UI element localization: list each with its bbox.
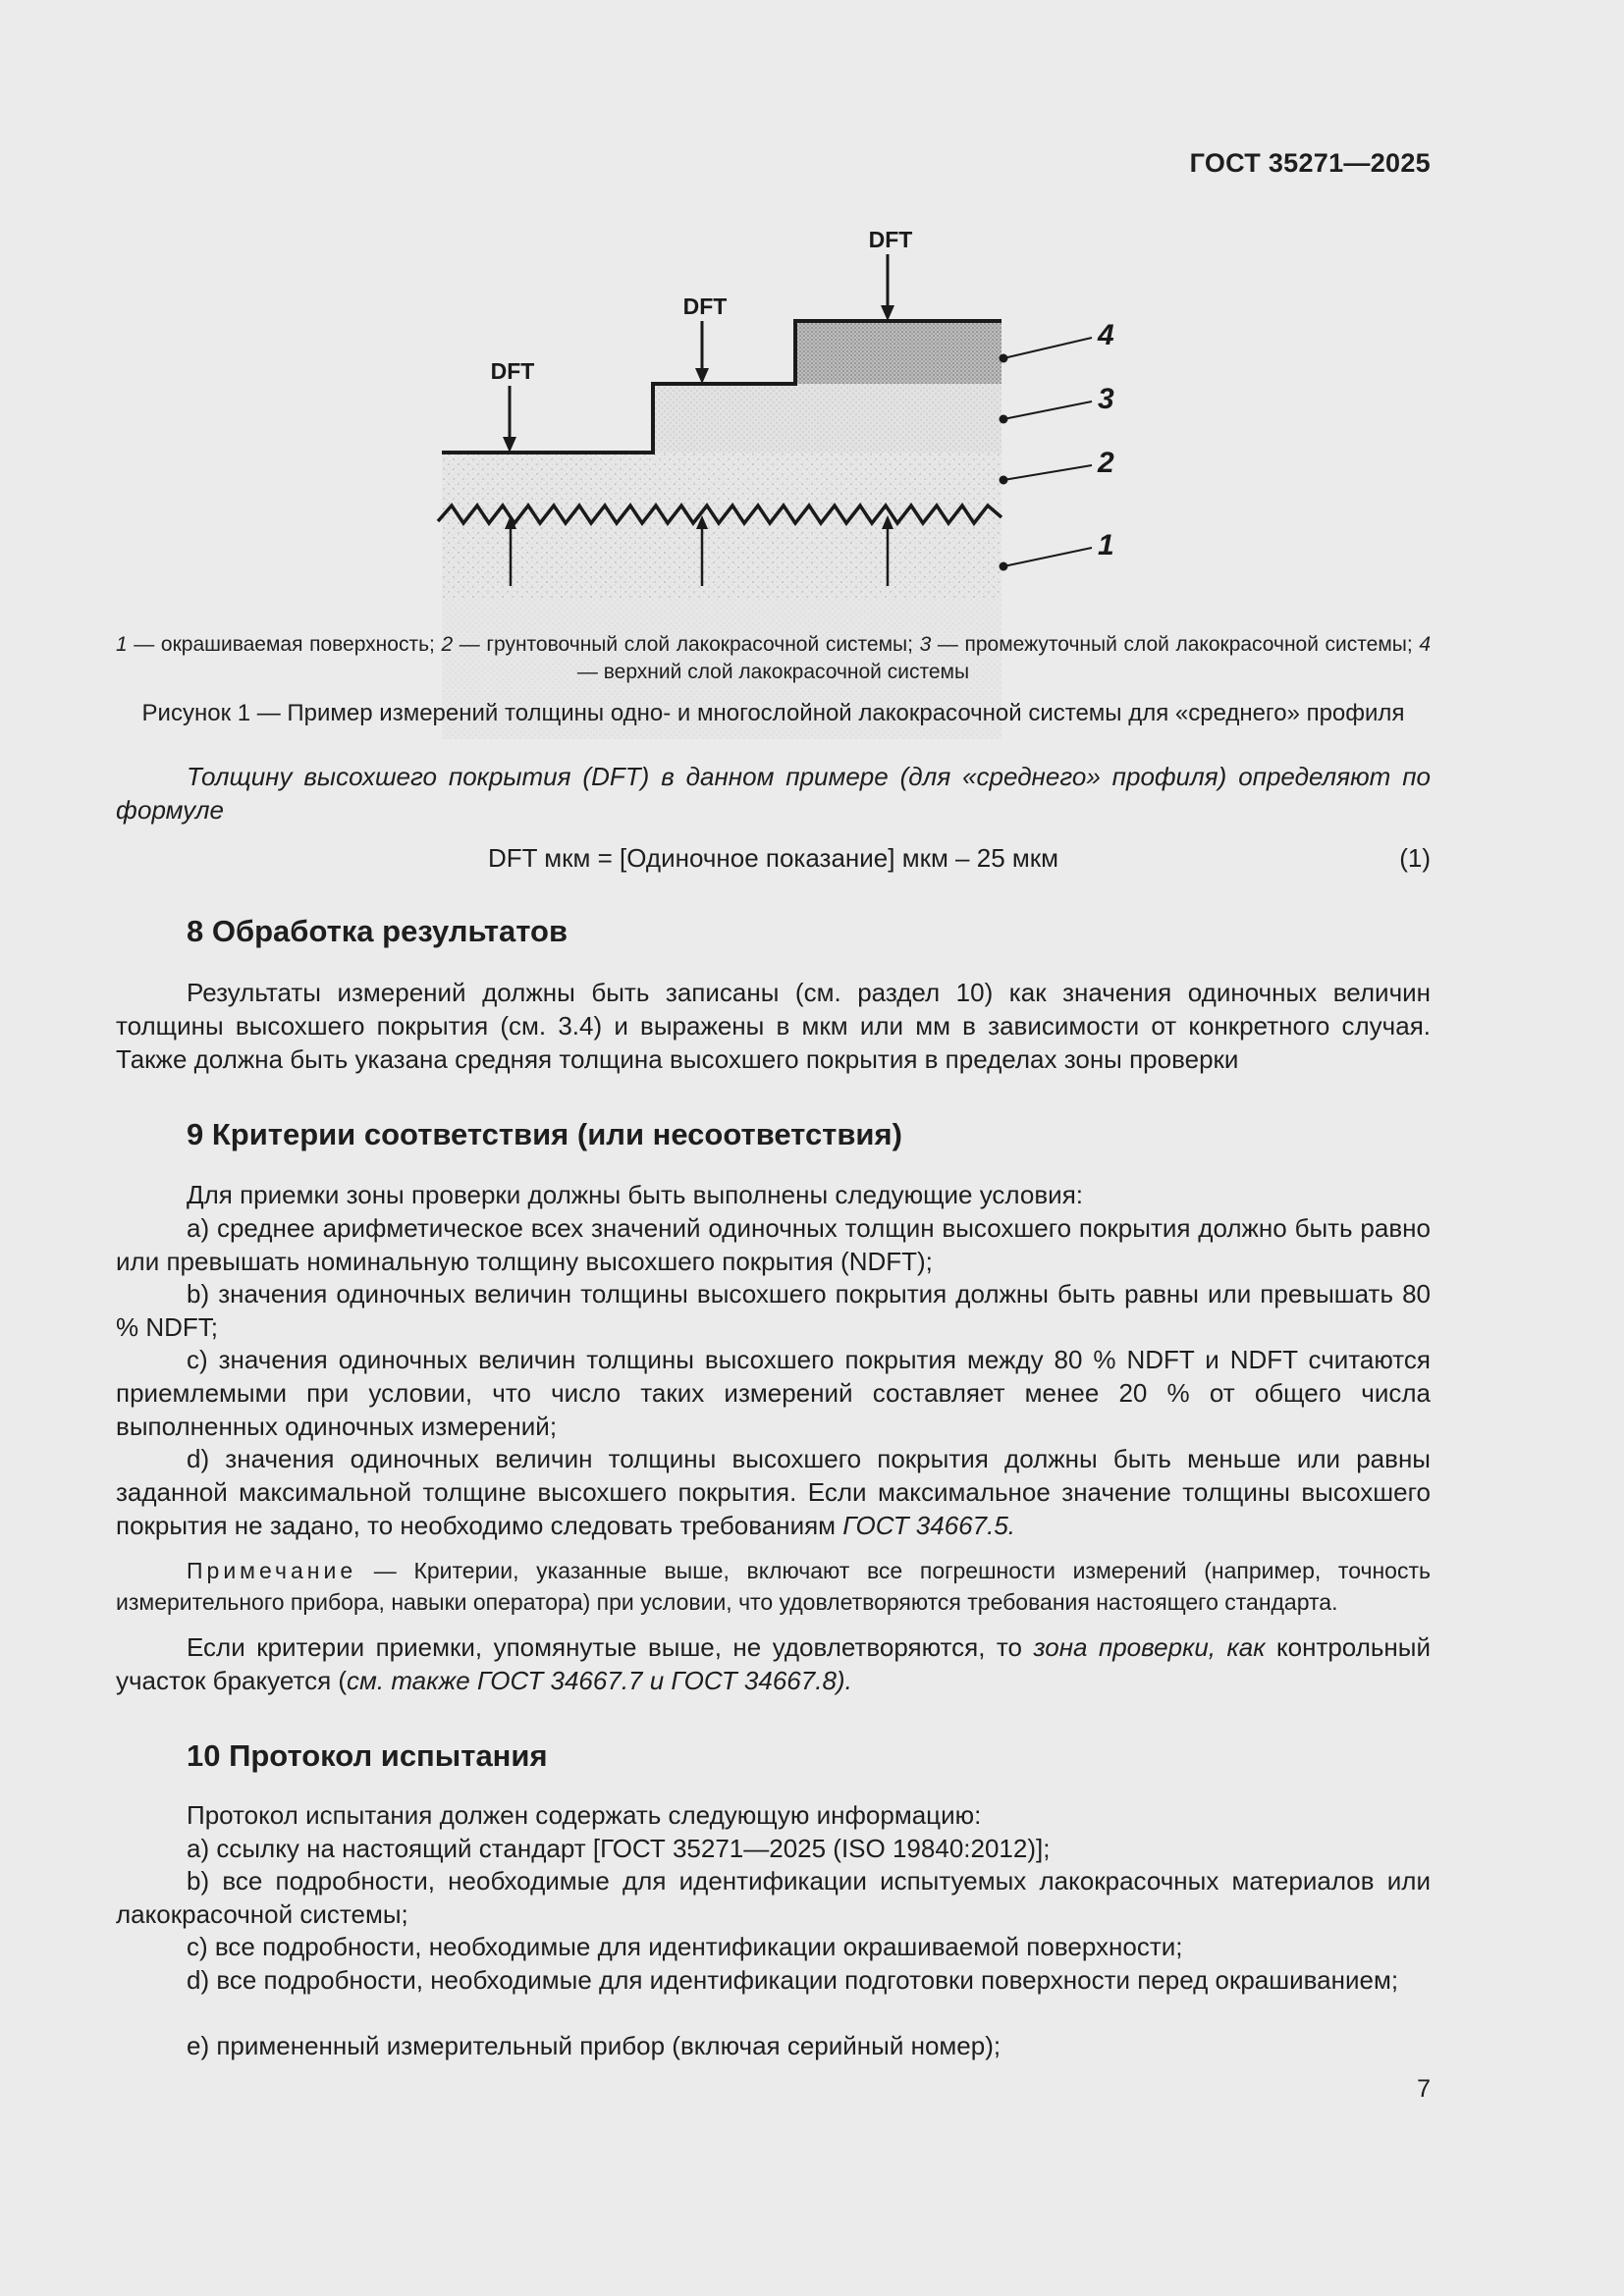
document-header: ГОСТ 35271—2025 xyxy=(1189,148,1431,178)
section-10-item-e: e) примененный измерительный прибор (включая серийный номер); xyxy=(187,2031,1001,2060)
dft-arrow-2 xyxy=(695,321,709,384)
section-10-intro: Протокол испытания должен содержать следующую информацию: xyxy=(187,1800,982,1830)
formula-expression: DFT мкм = [Одиночное показание] мкм – 25 мкм xyxy=(487,843,1059,873)
coating-layers-diagram xyxy=(422,221,1114,604)
section-10-item-b: b) все подробности, необходимые для идентификации испытуемых лакокрасочных материалов или лакокрасочной системы; xyxy=(116,1866,1431,1929)
leader-2 xyxy=(1000,465,1093,485)
section-9-heading: 9 Критерии соответствия (или несоответствия) xyxy=(187,1117,902,1151)
section-10-item-a: a) ссылку на настоящий стандарт [ГОСТ 35271—2025 (ISO 19840:2012)]; xyxy=(187,1834,1051,1863)
dft-arrow-3 xyxy=(881,254,894,321)
leader-1 xyxy=(1000,548,1093,571)
section-9-item-a: a) среднее арифметическое всех значений одиночных толщин высохшего покрытия должно быть равно или превышать номинальную толщину высохшего покрытия (NDFT); xyxy=(116,1213,1431,1276)
dft-label-2: DFT xyxy=(682,294,728,319)
intermediate-layer xyxy=(653,384,1001,453)
formula-number: (1) xyxy=(1399,843,1431,873)
section-9-final: Если критерии приемки, упомянутые выше, не удовлетворяются, то зона проверки, как контрольный участок бракуется (см. также ГОСТ 34667.7 и ГОСТ 34667.8). xyxy=(116,1632,1431,1695)
page-number: 7 xyxy=(1417,2075,1431,2103)
section-8-paragraph: Результаты измерений должны быть записаны (см. раздел 10) как значения одиночных величин толщины высохшего покрытия (см. 3.4) и выражены в мкм или мм в зависимости от конкретного случая. Также должна быть указана средняя толщина высохшего покрытия в пределах зоны проверки xyxy=(116,978,1431,1074)
section-10-item-c: c) все подробности, необходимые для идентификации окрашиваемой поверхности; xyxy=(187,1932,1183,1961)
layer-number-1: 1 xyxy=(1098,529,1114,561)
figure-legend: 1 — окрашиваемая поверхность; 2 — грунтовочный слой лакокрасочной системы; 3 — промежуточный слой лакокрасочной системы; 4 — верхний слой лакокрасочной системы xyxy=(116,633,1432,683)
formula-intro: Толщину высохшего покрытия (DFT) в данном примере (для «среднего» профиля) определяют по формуле xyxy=(116,762,1431,825)
leader-3 xyxy=(1000,401,1093,424)
top-layer xyxy=(795,321,1001,384)
section-10-item-d: d) все подробности, необходимые для идентификации подготовки поверхности перед окрашиванием; xyxy=(187,1965,1399,1995)
note: Примечание — Критерии, указанные выше, включают все погрешности измерений (например, точность измерительного прибора, навыки оператора) при условии, что удовлетворяются требования настоящего стандарта. xyxy=(116,1558,1431,1615)
dft-label-3: DFT xyxy=(868,227,913,252)
section-10-heading: 10 Протокол испытания xyxy=(187,1738,548,1773)
layer-number-4: 4 xyxy=(1098,319,1114,351)
dft-label-1: DFT xyxy=(490,358,535,384)
layer-number-3: 3 xyxy=(1098,383,1114,415)
section-9-item-b: b) значения одиночных величин толщины высохшего покрытия должны быть равны или превышать 80 % NDFT; xyxy=(116,1279,1431,1342)
section-8-heading: 8 Обработка результатов xyxy=(187,914,568,948)
leader-4 xyxy=(1000,338,1093,363)
section-9-item-c: c) значения одиночных величин толщины высохшего покрытия между 80 % NDFT и NDFT считаются приемлемыми при условии, что число таких измерений составляет менее 20 % от общего числа выполненных одиночных измерений; xyxy=(116,1345,1431,1441)
gost-reference: ГОСТ 34667.5. xyxy=(842,1511,1016,1540)
dft-arrow-1 xyxy=(503,386,516,453)
section-9-intro: Для приемки зоны проверки должны быть выполнены следующие условия: xyxy=(187,1180,1083,1209)
section-9-item-d: d) значения одиночных величин толщины высохшего покрытия должны быть меньше или равны заданной максимальной толщине высохшего покрытия. Если максимальное значение толщины высохшего покрытия не задано, то необходимо следовать требованиям ГОСТ 34667.5. xyxy=(116,1444,1431,1540)
layer-number-2: 2 xyxy=(1098,447,1114,479)
figure-caption: Рисунок 1 — Пример измерений толщины одно- и многослойной лакокрасочной системы для «среднего» профиля xyxy=(141,700,1405,726)
note-label: Примечание xyxy=(187,1558,357,1583)
